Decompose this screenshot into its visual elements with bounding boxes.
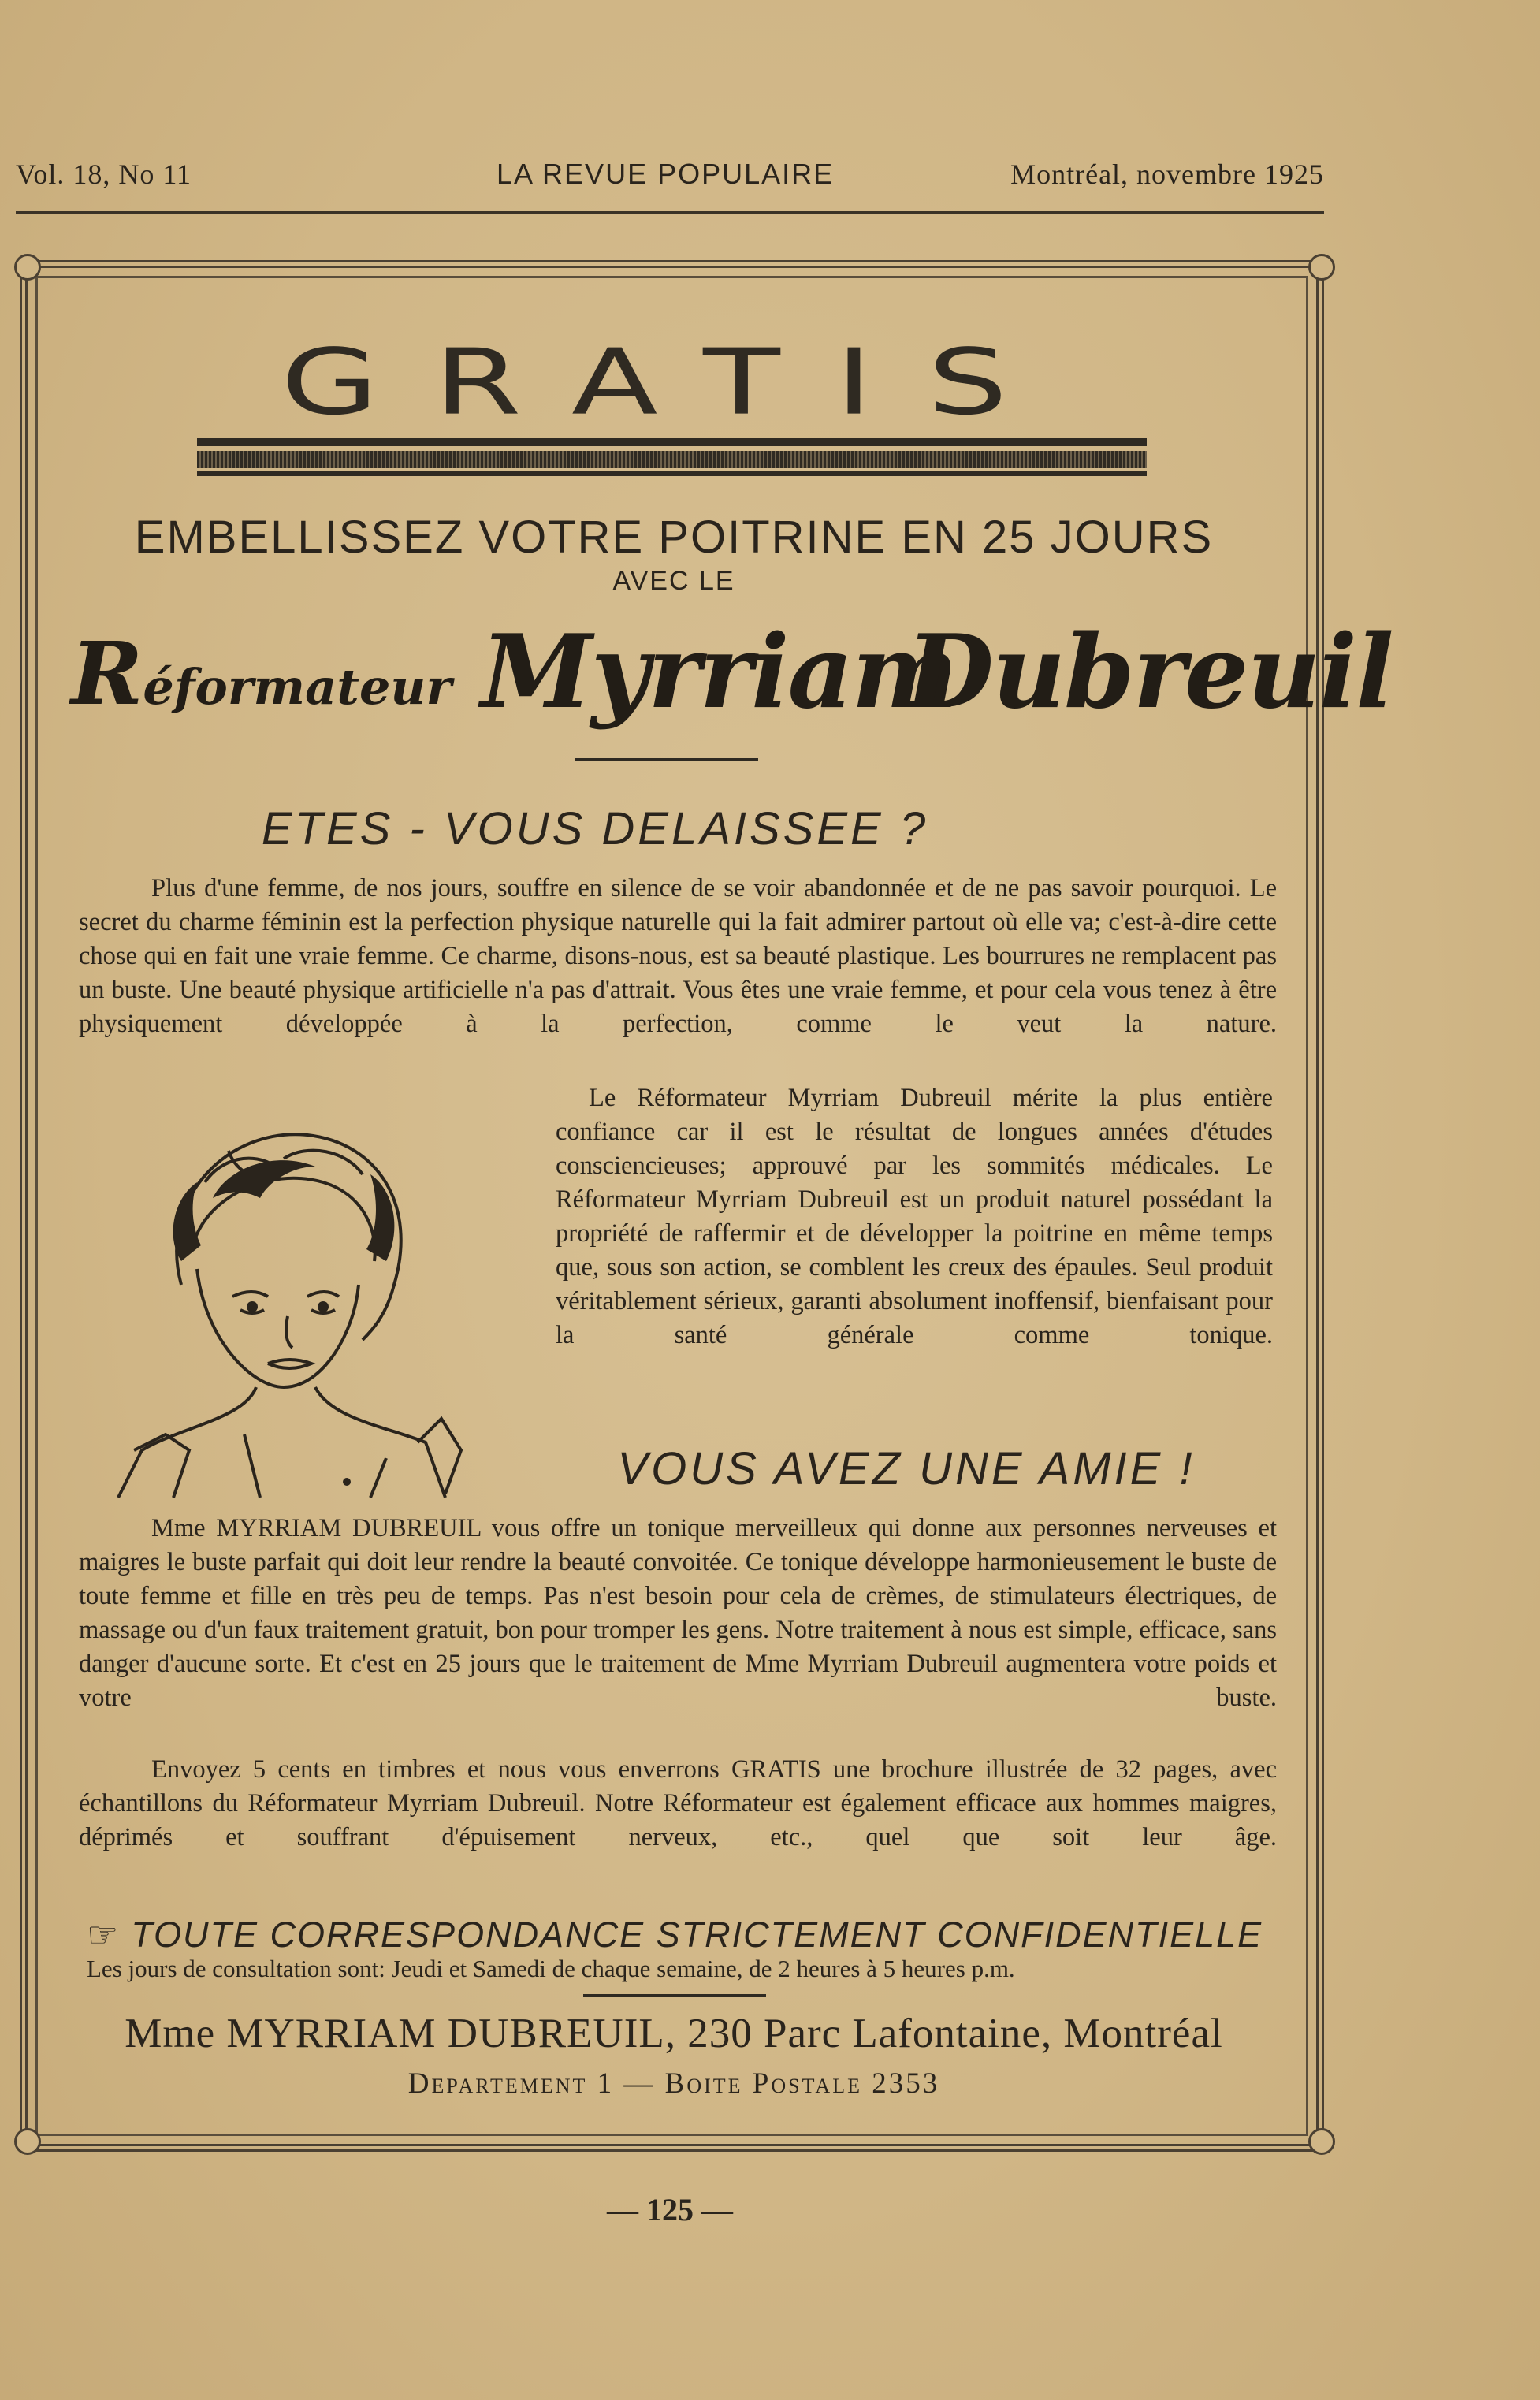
product-name-initial: R	[71, 623, 143, 724]
confidential-notice-text: TOUTE CORRESPONDANCE STRICTEMENT CONFIDENTIELLE	[131, 1914, 1263, 1955]
ad-subheadline: AVEC LE	[612, 566, 735, 596]
body-paragraph: Plus d'une femme, de nos jours, souffre en silence de se voir abandonnée et de ne pas savoir pourquoi. Le secret du charme féminin est la perfection physique naturelle qui la fait admirer partout où elle va; c'est-à-dire cette chose qui en fait une vraie femme. Ce charme, disons-nous, est sa beauté plastique. Les bourrures ne remplacent pas un buste. Une beauté physique artificielle n'a pas d'attrait. Vous êtes une vraie femme, et pour cela vous tenez à être physiquement développée à la perfection, comme le veut la nature.	[79, 874, 1277, 1038]
issue-date: Montréal, novembre 1925	[1010, 158, 1324, 190]
body-paragraph: Mme MYRRIAM DUBREUIL vous offre un tonique merveilleux qui donne aux personnes nerveuses et maigres le buste parfait qui doit leur rendre la beauté convoitée. Ce tonique développe harmonieusement le buste de toute femme et fille en très peu de temps. Pas n'est besoin pour cela de crèmes, de stimulateurs électriques, de massage ou d'un faux traitement gratuit, bon pour tromper les gens. Notre traitement à nous est simple, efficace, sans danger d'aucune sorte. Et c'est en 25 jours que le traitement de Mme Myrriam Dubreuil augmentera votre poids et votre buste.	[79, 1514, 1277, 1712]
volume-number: Vol. 18, No 11	[16, 158, 192, 190]
product-name-prefix-rest: éformateur	[143, 658, 452, 716]
product-name-prefix	[71, 623, 452, 724]
consultation-hours: Les jours de consultation sont: Jeudi et Samedi de chaque semaine, de 2 heures à 5 heures p.m.	[87, 1955, 1015, 1982]
confidential-notice	[87, 1914, 1277, 1955]
contact-address: Mme MYRRIAM DUBREUIL, 230 Parc Lafontaine, Montréal	[125, 2011, 1223, 2056]
gratis-underline	[197, 438, 1147, 446]
gratis-title: GRATIS	[281, 329, 1063, 435]
page-number: — 125 —	[607, 2192, 733, 2227]
section-rule	[583, 1994, 766, 1997]
product-name-first: Myrriam	[481, 613, 957, 731]
woman-portrait-illustration	[87, 1103, 473, 1498]
body-paragraph: Le Réformateur Myrriam Dubreuil mérite la plus entière confiance car il est le résultat de longues années d'études consciencieuses; approuvé par les sommités médicales. Le Réformateur Myrriam Dubreuil est un produit naturel possédant la propriété de raffermir et de développer la poitrine en même temps que, sous son action, se comblent les creux des épaules. Seul produit véritablement sérieux, garanti absolument inoffensif, bienfaisant pour la santé générale comme tonique.	[556, 1084, 1273, 1349]
section-rule	[575, 758, 758, 761]
gratis-underline	[197, 471, 1147, 476]
section-heading-amie: VOUS AVEZ UNE AMIE !	[617, 1443, 1196, 1494]
gratis-underline-hatched	[197, 451, 1147, 468]
frame-corner-ornament	[1308, 2128, 1335, 2155]
department-box: Departement 1 — Boite Postale 2353	[407, 2067, 940, 2100]
magazine-title: LA REVUE POPULAIRE	[497, 158, 835, 190]
product-name	[71, 607, 1393, 741]
frame-corner-ornament	[14, 2128, 41, 2155]
product-name-last: Dubreuil	[906, 613, 1393, 731]
ad-headline: EMBELLISSEZ VOTRE POITRINE EN 25 JOURS	[134, 512, 1214, 563]
header-rule	[16, 211, 1324, 214]
running-head	[16, 158, 1324, 197]
pointing-hand-icon: ☞	[87, 1914, 121, 1955]
frame-corner-ornament	[1308, 254, 1335, 281]
frame-corner-ornament	[14, 254, 41, 281]
section-heading-delaissee: ETES - VOUS DELAISSEE ?	[261, 803, 929, 854]
body-paragraph: Envoyez 5 cents en timbres et nous vous enverrons GRATIS une brochure illustrée de 32 pages, avec échantillons du Réformateur Myrriam Dubreuil. Notre Réformateur est également efficace aux hommes maigres, déprimés et souffrant d'épuisement nerveux, etc., quel que soit leur âge.	[79, 1755, 1277, 1851]
